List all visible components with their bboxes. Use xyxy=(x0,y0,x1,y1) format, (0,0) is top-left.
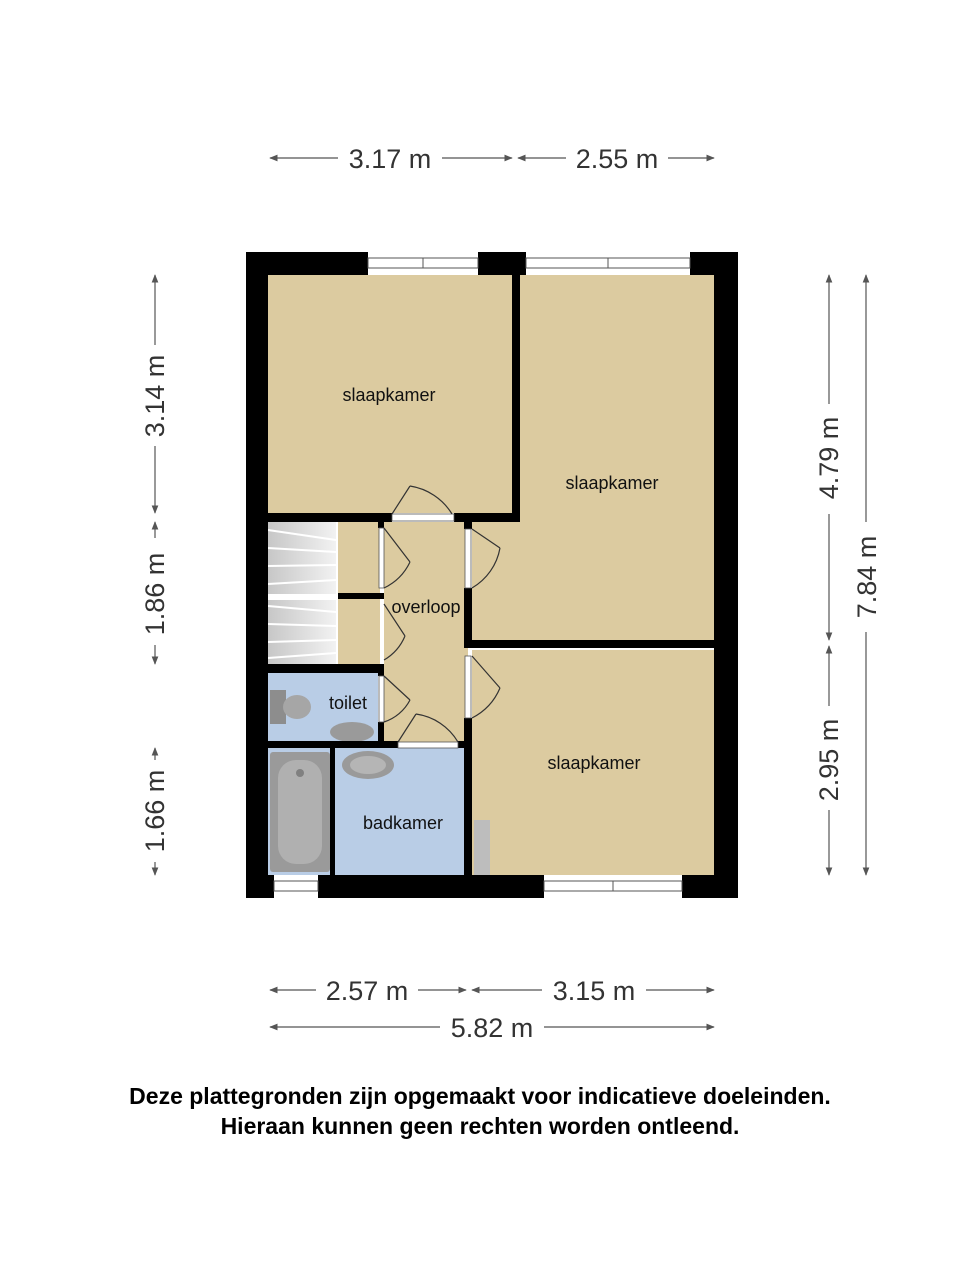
disclaimer-line-1: Deze plattegronden zijn opgemaakt voor indicatieve doeleinden. xyxy=(129,1083,831,1109)
dimension-right-lower xyxy=(814,646,844,875)
svg-text:5.82 m: 5.82 m xyxy=(450,1013,534,1043)
room-label-bedroom-right: slaapkamer xyxy=(565,473,659,493)
dimension-bottom-total xyxy=(270,1013,714,1043)
landing-floor xyxy=(384,522,468,744)
dimension-right-upper xyxy=(814,275,844,640)
svg-text:4.79 m: 4.79 m xyxy=(814,416,844,500)
svg-text:3.17 m: 3.17 m xyxy=(348,144,432,174)
svg-text:1.66 m: 1.66 m xyxy=(140,769,170,853)
dimension-bottom-right xyxy=(472,976,714,1006)
svg-text:2.95 m: 2.95 m xyxy=(814,718,844,802)
room-label-bathroom: badkamer xyxy=(362,813,444,833)
svg-text:2.57 m: 2.57 m xyxy=(325,976,409,1006)
dimension-left-bottom xyxy=(140,748,170,875)
bathtub-icon xyxy=(270,752,330,872)
disclaimer xyxy=(0,1081,960,1141)
svg-text:7.84 m: 7.84 m xyxy=(852,535,882,619)
bedroom-right-floor-lower xyxy=(472,522,520,640)
svg-text:2.55 m: 2.55 m xyxy=(575,144,659,174)
dimension-top-right xyxy=(518,144,714,174)
dimension-right-total xyxy=(852,275,882,875)
room-label-bedroom-bottom-right: slaapkamer xyxy=(547,753,641,773)
room-label-bedroom-top-left: slaapkamer xyxy=(342,385,436,405)
cabinet xyxy=(474,820,490,875)
svg-text:3.15 m: 3.15 m xyxy=(552,976,636,1006)
svg-text:3.14 m: 3.14 m xyxy=(140,354,170,438)
svg-text:1.86 m: 1.86 m xyxy=(140,552,170,636)
bedroom-right-floor xyxy=(520,275,714,640)
dimension-left-middle xyxy=(140,522,170,664)
disclaimer-line-2: Hieraan kunnen geen rechten worden ontleend. xyxy=(220,1113,740,1139)
dimension-left-top xyxy=(140,275,170,513)
staircase xyxy=(268,522,336,664)
dimension-bottom-left xyxy=(270,976,466,1006)
dimension-top-left xyxy=(270,144,512,174)
room-label-landing: overloop xyxy=(391,597,461,617)
room-label-toilet: toilet xyxy=(328,693,368,713)
